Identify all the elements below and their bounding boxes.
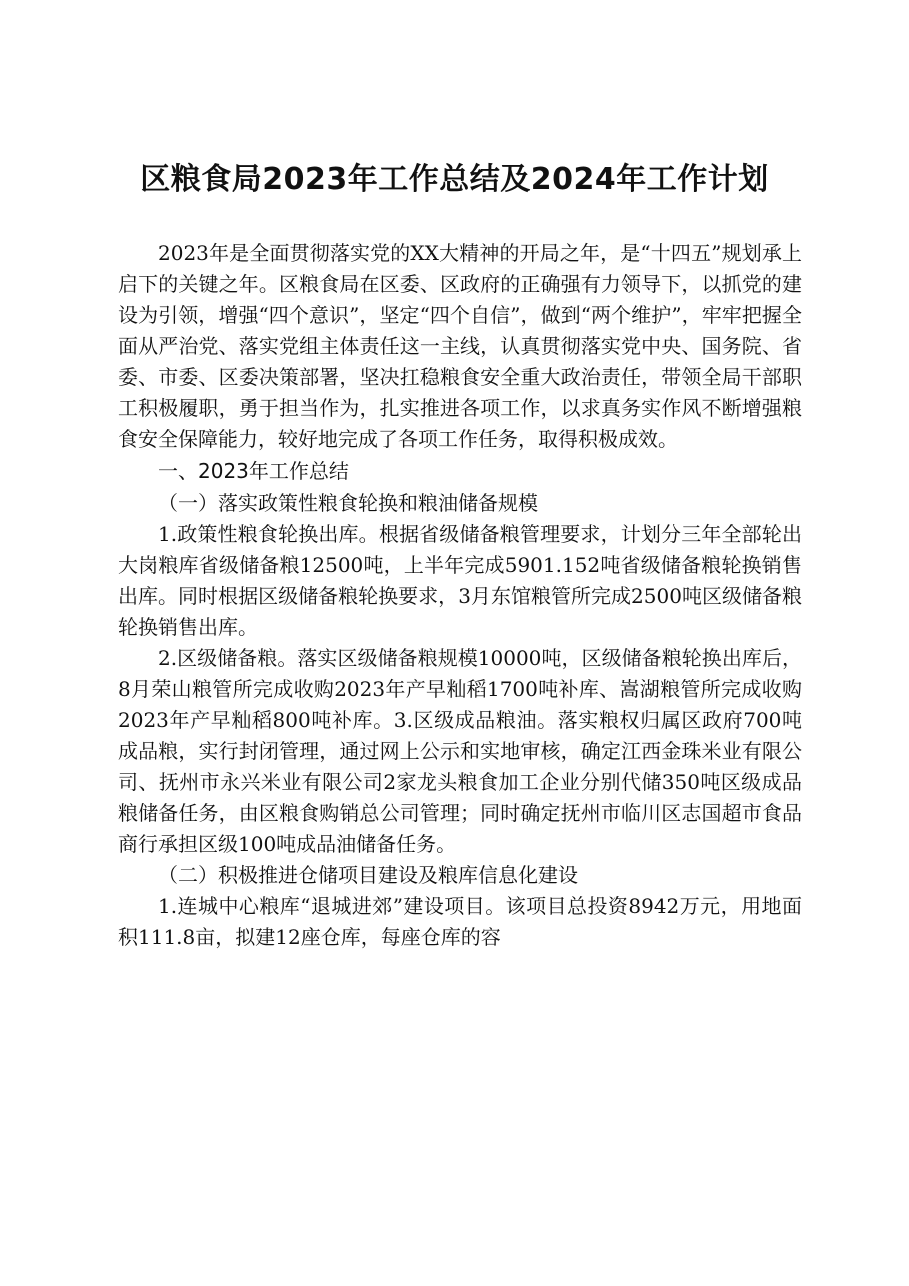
subsection-heading-grain-rotation: （一）落实政策性粮食轮换和粮油储备规模 <box>158 491 538 515</box>
document-body <box>118 238 802 953</box>
intro-paragraph: 2023年是全面贯彻落实党的XX大精神的开局之年，是“十四五”规划承上启下的关键之年。区粮食局在区委、区政府的正确强有力领导下，以抓党的建设为引领，增强“四个意识”，坚定“四个自信”，做到“两个维护”，牢牢把握全面从严治党、落实党组主体责任这一主线，认真贯彻落实党中央、国务院、省委、市委、区委决策部署，坚决扛稳粮食安全重大政治责任，带领全局干部职工积极履职，勇于担当作为，扎实推进各项工作，以求真务实作风不断增强粮食安全保障能力，较好地完成了各项工作任务，取得积极成效。 <box>118 241 802 451</box>
paragraph-liancheng-project: 1.连城中心粮库“退城进郊”建设项目。该项目总投资8942万元，用地面积111.8亩，拟建12座仓库，每座仓库的容 <box>118 894 802 949</box>
document-title: 区粮食局2023年工作总结及2024年工作计划 <box>140 162 769 197</box>
section-heading-2023-summary: 一、2023年工作总结 <box>158 459 349 483</box>
paragraph-district-reserve: 2.区级储备粮。落实区级储备粮规模10000吨，区级储备粮轮换出库后，8月荣山粮管所完成收购2023年产早籼稻1700吨补库、嵩湖粮管所完成收购2023年产早籼稻800吨补库。3.区级成品粮油。落实粮权归属区政府700吨成品粮，实行封闭管理，通过网上公示和实地审核，确定江西金珠米业有限公司、抚州市永兴米业有限公司2家龙头粮食加工企业分别代储350吨区级成品粮储备任务，由区粮食购销总公司管理；同时确定抚州市临川区志国超市食品商行承担区级100吨成品油储备任务。 <box>118 646 802 856</box>
paragraph-policy-grain-rotation: 1.政策性粮食轮换出库。根据省级储备粮管理要求，计划分三年全部轮出大岗粮库省级储备粮12500吨，上半年完成5901.152吨省级储备粮轮换销售出库。同时根据区级储备粮轮换要求，3月东馆粮管所完成2500吨区级储备粮轮换销售出库。 <box>118 522 802 639</box>
subsection-heading-warehouse-projects: （二）积极推进仓储项目建设及粮库信息化建设 <box>158 863 578 887</box>
